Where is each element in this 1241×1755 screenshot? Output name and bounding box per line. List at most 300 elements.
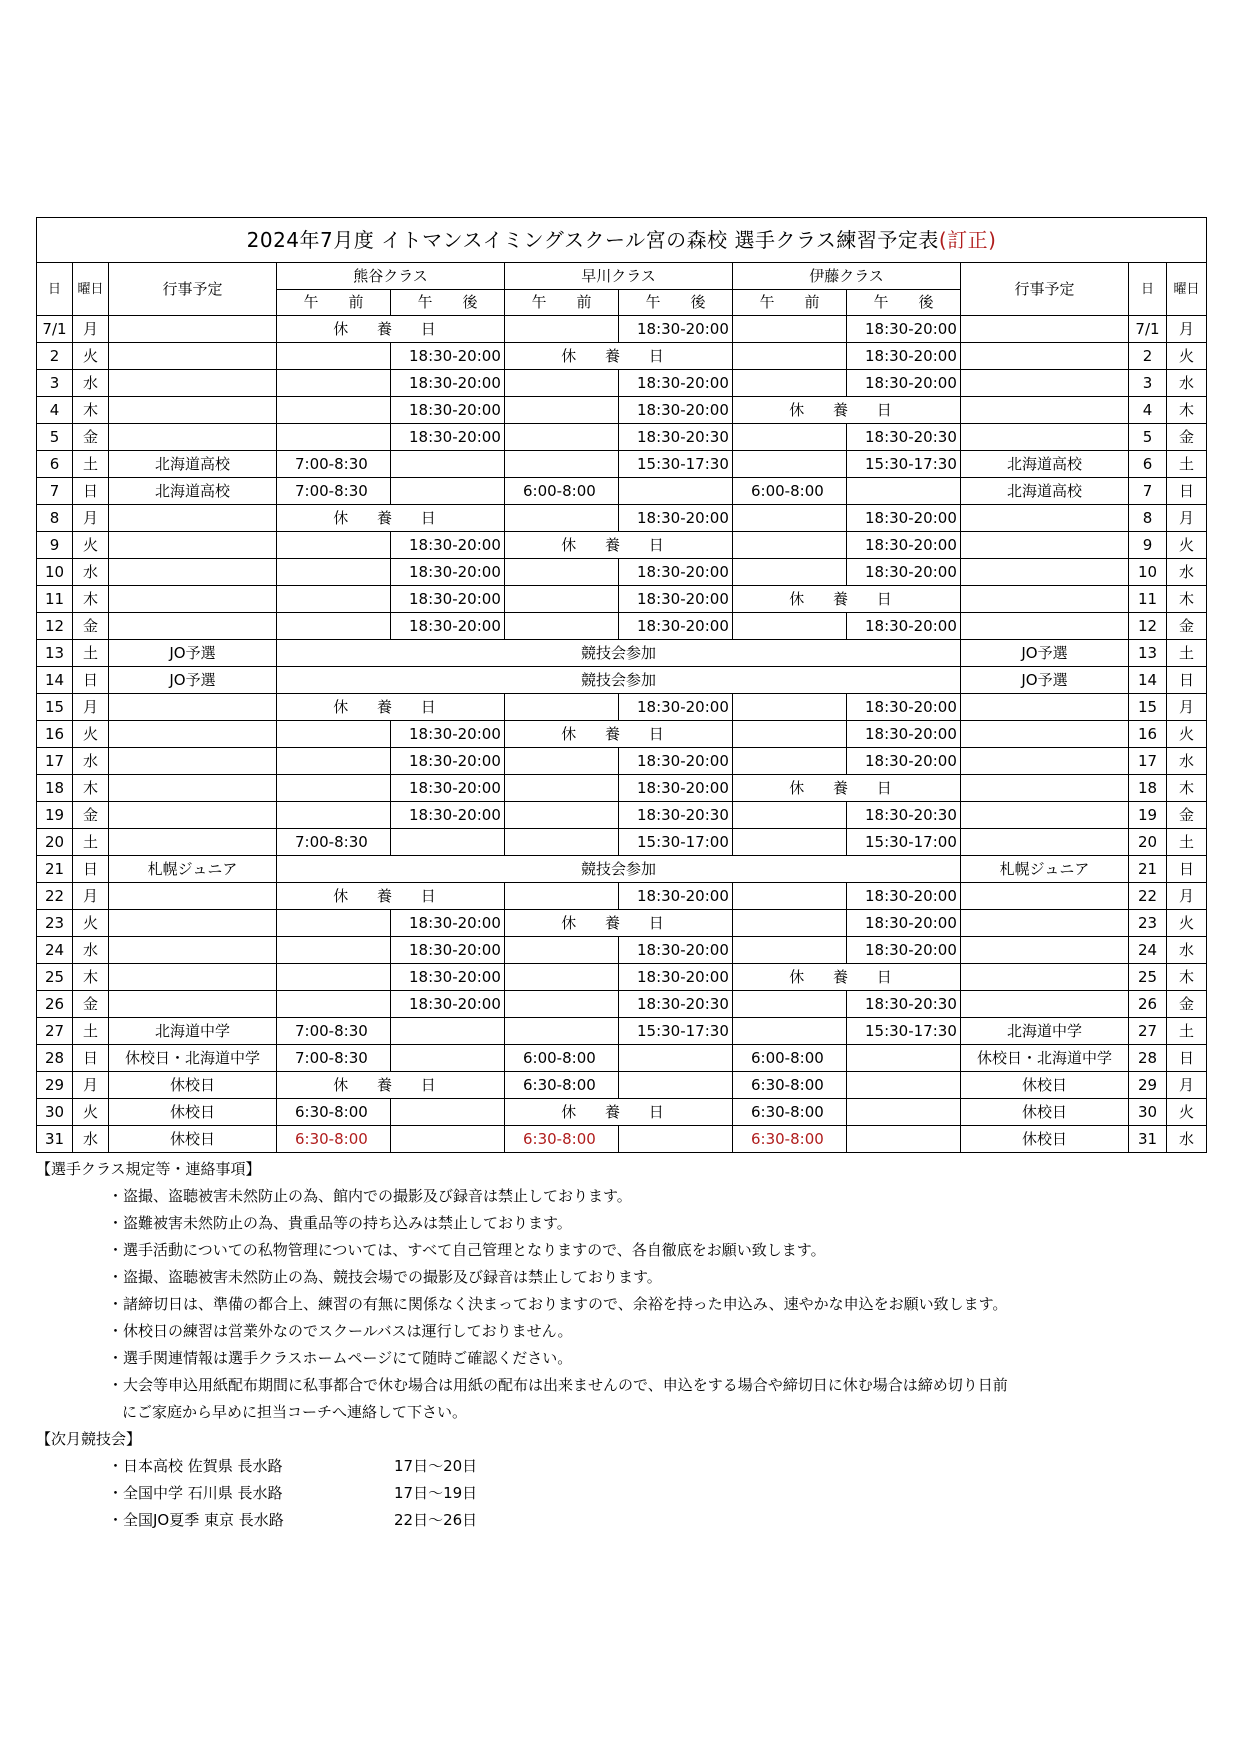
time-pm-kumagai: 18:30-20:00 (391, 613, 505, 640)
time-am-hayakawa (505, 802, 619, 829)
row-event (109, 559, 277, 586)
time-am-kumagai: 6:30-8:00 (277, 1099, 391, 1126)
header-events-right: 行事予定 (961, 263, 1129, 316)
row-day-right: 9 (1129, 532, 1167, 559)
schedule-row (37, 721, 1207, 748)
time-pm-hayakawa (619, 478, 733, 505)
time-am-hayakawa (505, 451, 619, 478)
row-event-right: 北海道高校 (961, 451, 1129, 478)
time-pm-ito: 18:30-20:00 (847, 559, 961, 586)
time-pm-ito: 18:30-20:00 (847, 748, 961, 775)
time-pm-kumagai: 18:30-20:00 (391, 397, 505, 424)
row-weekday: 月 (73, 505, 109, 532)
row-event-right (961, 532, 1129, 559)
row-event (109, 910, 277, 937)
schedule-row (37, 505, 1207, 532)
schedule-row (37, 316, 1207, 343)
row-weekday: 水 (73, 1126, 109, 1153)
time-pm-hayakawa: 18:30-20:00 (619, 559, 733, 586)
row-weekday-right: 金 (1167, 991, 1207, 1018)
row-day: 24 (37, 937, 73, 964)
header-day-right: 日 (1129, 263, 1167, 316)
time-am-ito: 6:00-8:00 (733, 1045, 847, 1072)
row-event-right (961, 802, 1129, 829)
time-pm-ito: 18:30-20:00 (847, 937, 961, 964)
row-day: 20 (37, 829, 73, 856)
meet-participation: 競技会参加 (277, 856, 961, 883)
schedule-row (37, 991, 1207, 1018)
row-event-right (961, 991, 1129, 1018)
time-am-kumagai (277, 559, 391, 586)
time-pm-hayakawa (619, 1126, 733, 1153)
row-day-right: 23 (1129, 910, 1167, 937)
time-am-hayakawa: 6:30-8:00 (505, 1072, 619, 1099)
time-pm-hayakawa: 18:30-20:30 (619, 424, 733, 451)
row-weekday-right: 日 (1167, 856, 1207, 883)
row-weekday: 金 (73, 802, 109, 829)
schedule-row (37, 451, 1207, 478)
header-events: 行事予定 (109, 263, 277, 316)
row-weekday-right: 月 (1167, 1072, 1207, 1099)
time-pm-ito: 18:30-20:00 (847, 613, 961, 640)
row-weekday: 日 (73, 856, 109, 883)
time-am-kumagai (277, 964, 391, 991)
time-pm-ito: 18:30-20:30 (847, 424, 961, 451)
row-event: JO予選 (109, 667, 277, 694)
row-weekday: 木 (73, 775, 109, 802)
row-event (109, 748, 277, 775)
row-event-right (961, 343, 1129, 370)
row-day-right: 8 (1129, 505, 1167, 532)
row-day: 13 (37, 640, 73, 667)
row-day: 30 (37, 1099, 73, 1126)
row-event-right: 休校日 (961, 1099, 1129, 1126)
row-weekday-right: 月 (1167, 883, 1207, 910)
time-am-hayakawa: 6:00-8:00 (505, 478, 619, 505)
time-am-hayakawa (505, 937, 619, 964)
row-event-right: 北海道中学 (961, 1018, 1129, 1045)
row-day: 17 (37, 748, 73, 775)
row-event (109, 532, 277, 559)
time-pm-hayakawa: 18:30-20:00 (619, 613, 733, 640)
time-pm-ito: 18:30-20:00 (847, 694, 961, 721)
row-event-right (961, 397, 1129, 424)
rest-day-ito: 休 養 日 (733, 586, 961, 613)
schedule-row (37, 424, 1207, 451)
schedule-table (36, 217, 1207, 1153)
time-pm-hayakawa: 18:30-20:00 (619, 883, 733, 910)
notes-section (36, 1156, 1206, 1534)
time-am-kumagai: 6:30-8:00 (277, 1126, 391, 1153)
notes-heading: 【選手クラス規定等・連絡事項】 (36, 1160, 261, 1178)
row-weekday: 日 (73, 1045, 109, 1072)
time-pm-ito: 18:30-20:00 (847, 343, 961, 370)
header-pm: 午 後 (391, 290, 505, 316)
rest-day-hayakawa: 休 養 日 (505, 910, 733, 937)
header-day: 日 (37, 263, 73, 316)
row-weekday: 金 (73, 613, 109, 640)
row-weekday-right: 月 (1167, 316, 1207, 343)
time-am-ito: 6:30-8:00 (733, 1126, 847, 1153)
time-am-ito (733, 505, 847, 532)
rest-day-hayakawa: 休 養 日 (505, 532, 733, 559)
row-weekday-right: 火 (1167, 721, 1207, 748)
time-am-hayakawa (505, 991, 619, 1018)
row-event-right (961, 505, 1129, 532)
row-day: 4 (37, 397, 73, 424)
time-pm-kumagai: 18:30-20:00 (391, 343, 505, 370)
row-day-right: 31 (1129, 1126, 1167, 1153)
row-day: 15 (37, 694, 73, 721)
time-pm-kumagai (391, 829, 505, 856)
row-weekday: 月 (73, 694, 109, 721)
time-am-ito: 6:30-8:00 (733, 1099, 847, 1126)
row-event-right: JO予選 (961, 667, 1129, 694)
row-event-right: 札幌ジュニア (961, 856, 1129, 883)
row-weekday: 火 (73, 532, 109, 559)
row-day-right: 2 (1129, 343, 1167, 370)
row-weekday: 日 (73, 478, 109, 505)
row-weekday-right: 水 (1167, 1126, 1207, 1153)
time-am-ito (733, 694, 847, 721)
time-pm-ito: 15:30-17:00 (847, 829, 961, 856)
time-pm-kumagai (391, 451, 505, 478)
row-event (109, 883, 277, 910)
schedule-row (37, 559, 1207, 586)
note-item: ・選手活動についての私物管理については、すべて自己管理となりますので、各自徹底をお願い致します。 (108, 1241, 826, 1259)
time-am-ito (733, 883, 847, 910)
row-weekday-right: 火 (1167, 910, 1207, 937)
time-am-ito (733, 613, 847, 640)
row-day-right: 28 (1129, 1045, 1167, 1072)
row-event-right (961, 586, 1129, 613)
time-am-hayakawa (505, 505, 619, 532)
note-item: ・諸締切日は、準備の都合上、練習の有無に関係なく決まっておりますので、余裕を持った申込み、速やかな申込をお願い致します。 (108, 1295, 1008, 1313)
time-am-ito (733, 424, 847, 451)
row-weekday-right: 木 (1167, 964, 1207, 991)
row-weekday-right: 金 (1167, 424, 1207, 451)
rest-day-kumagai: 休 養 日 (277, 505, 505, 532)
time-pm-kumagai (391, 1018, 505, 1045)
row-weekday: 木 (73, 397, 109, 424)
row-event-right (961, 613, 1129, 640)
time-pm-ito: 18:30-20:00 (847, 532, 961, 559)
next-meet-dates: 17日～20日 (394, 1457, 478, 1475)
time-pm-ito (847, 1072, 961, 1099)
row-weekday: 水 (73, 559, 109, 586)
row-day-right: 25 (1129, 964, 1167, 991)
time-pm-hayakawa: 18:30-20:00 (619, 775, 733, 802)
row-weekday: 火 (73, 343, 109, 370)
time-pm-hayakawa (619, 1072, 733, 1099)
row-day: 26 (37, 991, 73, 1018)
header-pm: 午 後 (847, 290, 961, 316)
time-am-kumagai (277, 991, 391, 1018)
time-am-kumagai (277, 343, 391, 370)
time-am-kumagai (277, 721, 391, 748)
row-event-right (961, 721, 1129, 748)
schedule-row (37, 613, 1207, 640)
row-weekday-right: 水 (1167, 748, 1207, 775)
time-am-hayakawa (505, 424, 619, 451)
meet-participation: 競技会参加 (277, 640, 961, 667)
time-pm-hayakawa: 18:30-20:00 (619, 748, 733, 775)
row-event-right: 北海道高校 (961, 478, 1129, 505)
row-weekday-right: 金 (1167, 802, 1207, 829)
time-am-hayakawa (505, 775, 619, 802)
rest-day-kumagai: 休 養 日 (277, 883, 505, 910)
row-event-right (961, 883, 1129, 910)
time-pm-hayakawa: 18:30-20:00 (619, 586, 733, 613)
time-am-kumagai (277, 397, 391, 424)
next-meet-name: ・日本高校 佐賀県 長水路 (108, 1457, 283, 1475)
time-am-kumagai (277, 910, 391, 937)
note-item: ・大会等申込用紙配布期間に私事都合で休む場合は用紙の配布は出来ませんので、申込をする場合や締切日に休む場合は締め切り日前 (108, 1376, 1008, 1394)
row-day-right: 7/1 (1129, 316, 1167, 343)
schedule-row (37, 883, 1207, 910)
title-main: 2024年7月度 イトマンスイミングスクール宮の森校 選手クラス練習予定表 (246, 227, 939, 252)
next-meet-name: ・全国中学 石川県 長水路 (108, 1484, 283, 1502)
row-day: 3 (37, 370, 73, 397)
row-event (109, 829, 277, 856)
time-pm-hayakawa: 18:30-20:00 (619, 397, 733, 424)
row-weekday: 金 (73, 424, 109, 451)
row-weekday: 木 (73, 586, 109, 613)
row-event-right (961, 937, 1129, 964)
row-weekday-right: 水 (1167, 937, 1207, 964)
meet-participation: 競技会参加 (277, 667, 961, 694)
time-pm-kumagai: 18:30-20:00 (391, 775, 505, 802)
schedule-row (37, 667, 1207, 694)
row-day: 23 (37, 910, 73, 937)
time-pm-ito (847, 1045, 961, 1072)
row-weekday-right: 木 (1167, 775, 1207, 802)
note-item: ・休校日の練習は営業外なのでスクールバスは運行しておりません。 (108, 1322, 573, 1340)
row-day: 12 (37, 613, 73, 640)
time-am-kumagai: 7:00-8:30 (277, 829, 391, 856)
row-event (109, 694, 277, 721)
time-pm-hayakawa: 18:30-20:00 (619, 316, 733, 343)
row-day: 16 (37, 721, 73, 748)
time-am-ito (733, 748, 847, 775)
row-day: 21 (37, 856, 73, 883)
schedule-row (37, 802, 1207, 829)
note-item: ・盗撮、盗聴被害未然防止の為、館内での撮影及び録音は禁止しております。 (108, 1187, 632, 1205)
time-am-hayakawa (505, 613, 619, 640)
row-event: 北海道高校 (109, 451, 277, 478)
row-event (109, 802, 277, 829)
schedule-row (37, 586, 1207, 613)
row-event-right (961, 964, 1129, 991)
row-event-right: 休校日 (961, 1072, 1129, 1099)
note-item: ・盗難被害未然防止の為、貴重品等の持ち込みは禁止しております。 (108, 1214, 572, 1232)
header-dow-right: 曜日 (1167, 263, 1207, 316)
time-am-hayakawa (505, 829, 619, 856)
row-event (109, 316, 277, 343)
time-am-ito (733, 532, 847, 559)
schedule-row (37, 856, 1207, 883)
time-am-ito (733, 451, 847, 478)
row-weekday: 月 (73, 316, 109, 343)
row-event: 北海道高校 (109, 478, 277, 505)
row-day-right: 27 (1129, 1018, 1167, 1045)
row-weekday: 土 (73, 1018, 109, 1045)
row-day-right: 15 (1129, 694, 1167, 721)
time-pm-ito (847, 1099, 961, 1126)
page-title (37, 218, 1207, 263)
row-weekday-right: 火 (1167, 343, 1207, 370)
row-event (109, 964, 277, 991)
time-am-ito (733, 343, 847, 370)
time-am-kumagai: 7:00-8:30 (277, 478, 391, 505)
row-event (109, 721, 277, 748)
row-day-right: 6 (1129, 451, 1167, 478)
schedule-row (37, 775, 1207, 802)
schedule-row (37, 343, 1207, 370)
row-day: 8 (37, 505, 73, 532)
time-pm-hayakawa: 18:30-20:00 (619, 964, 733, 991)
next-meet-item (36, 1480, 1206, 1507)
time-pm-ito: 18:30-20:30 (847, 802, 961, 829)
row-day-right: 30 (1129, 1099, 1167, 1126)
row-day: 9 (37, 532, 73, 559)
row-weekday: 木 (73, 964, 109, 991)
row-event-right (961, 559, 1129, 586)
row-event-right (961, 829, 1129, 856)
row-day: 31 (37, 1126, 73, 1153)
time-pm-kumagai: 18:30-20:00 (391, 532, 505, 559)
row-day-right: 5 (1129, 424, 1167, 451)
schedule-row (37, 694, 1207, 721)
time-am-ito: 6:00-8:00 (733, 478, 847, 505)
row-event (109, 586, 277, 613)
time-pm-kumagai: 18:30-20:00 (391, 991, 505, 1018)
header-class-hayakawa: 早川クラス (505, 263, 733, 290)
row-weekday-right: 土 (1167, 829, 1207, 856)
time-pm-ito: 18:30-20:00 (847, 721, 961, 748)
row-weekday-right: 土 (1167, 451, 1207, 478)
time-pm-hayakawa: 18:30-20:00 (619, 694, 733, 721)
row-weekday: 土 (73, 640, 109, 667)
time-am-hayakawa (505, 586, 619, 613)
row-day-right: 29 (1129, 1072, 1167, 1099)
next-meet-item (36, 1507, 1206, 1534)
row-day: 25 (37, 964, 73, 991)
rest-day-ito: 休 養 日 (733, 775, 961, 802)
row-event-right (961, 694, 1129, 721)
row-weekday: 水 (73, 748, 109, 775)
row-weekday-right: 火 (1167, 1099, 1207, 1126)
row-weekday: 土 (73, 451, 109, 478)
rest-day-kumagai: 休 養 日 (277, 316, 505, 343)
rest-day-kumagai: 休 養 日 (277, 694, 505, 721)
time-am-ito: 6:30-8:00 (733, 1072, 847, 1099)
time-am-ito (733, 910, 847, 937)
schedule-row (37, 748, 1207, 775)
rest-day-ito: 休 養 日 (733, 964, 961, 991)
time-am-hayakawa (505, 1018, 619, 1045)
row-day-right: 12 (1129, 613, 1167, 640)
time-am-kumagai (277, 748, 391, 775)
time-pm-ito: 18:30-20:00 (847, 883, 961, 910)
time-pm-hayakawa: 18:30-20:30 (619, 991, 733, 1018)
row-event-right (961, 910, 1129, 937)
rest-day-kumagai: 休 養 日 (277, 1072, 505, 1099)
schedule-row (37, 1099, 1207, 1126)
row-weekday: 水 (73, 370, 109, 397)
time-pm-ito: 18:30-20:00 (847, 910, 961, 937)
row-weekday-right: 日 (1167, 478, 1207, 505)
header-am: 午 前 (733, 290, 847, 316)
row-weekday: 火 (73, 910, 109, 937)
header-am: 午 前 (277, 290, 391, 316)
row-day-right: 16 (1129, 721, 1167, 748)
time-am-ito (733, 937, 847, 964)
time-am-hayakawa (505, 883, 619, 910)
rest-day-hayakawa: 休 養 日 (505, 343, 733, 370)
time-am-kumagai (277, 775, 391, 802)
time-am-kumagai: 7:00-8:30 (277, 1045, 391, 1072)
row-event-right (961, 316, 1129, 343)
row-event: 札幌ジュニア (109, 856, 277, 883)
next-meet-item (36, 1453, 1206, 1480)
time-pm-ito: 18:30-20:00 (847, 316, 961, 343)
schedule-row (37, 532, 1207, 559)
time-am-hayakawa (505, 694, 619, 721)
time-am-ito (733, 802, 847, 829)
row-day: 22 (37, 883, 73, 910)
time-am-hayakawa (505, 748, 619, 775)
row-event: 休校日 (109, 1072, 277, 1099)
row-weekday-right: 月 (1167, 694, 1207, 721)
row-weekday-right: 土 (1167, 1018, 1207, 1045)
schedule-row (37, 829, 1207, 856)
row-day-right: 3 (1129, 370, 1167, 397)
row-event: 北海道中学 (109, 1018, 277, 1045)
time-am-kumagai (277, 802, 391, 829)
row-weekday-right: 水 (1167, 559, 1207, 586)
row-day-right: 20 (1129, 829, 1167, 856)
row-day: 7 (37, 478, 73, 505)
schedule-row (37, 1045, 1207, 1072)
row-weekday: 水 (73, 937, 109, 964)
row-day: 6 (37, 451, 73, 478)
row-event (109, 613, 277, 640)
row-event: 休校日・北海道中学 (109, 1045, 277, 1072)
time-am-kumagai (277, 370, 391, 397)
time-pm-hayakawa: 15:30-17:30 (619, 451, 733, 478)
row-weekday-right: 日 (1167, 667, 1207, 694)
schedule-row (37, 937, 1207, 964)
row-weekday-right: 月 (1167, 505, 1207, 532)
row-day-right: 17 (1129, 748, 1167, 775)
time-am-ito (733, 829, 847, 856)
header-class-ito: 伊藤クラス (733, 263, 961, 290)
row-weekday-right: 火 (1167, 532, 1207, 559)
time-am-ito (733, 316, 847, 343)
time-pm-ito: 15:30-17:30 (847, 1018, 961, 1045)
header-am: 午 前 (505, 290, 619, 316)
time-pm-kumagai: 18:30-20:00 (391, 721, 505, 748)
row-day: 28 (37, 1045, 73, 1072)
time-pm-kumagai: 18:30-20:00 (391, 937, 505, 964)
schedule-row (37, 478, 1207, 505)
time-am-hayakawa (505, 559, 619, 586)
row-event (109, 505, 277, 532)
time-am-kumagai: 7:00-8:30 (277, 1018, 391, 1045)
row-event-right: 休校日・北海道中学 (961, 1045, 1129, 1072)
time-pm-kumagai: 18:30-20:00 (391, 802, 505, 829)
